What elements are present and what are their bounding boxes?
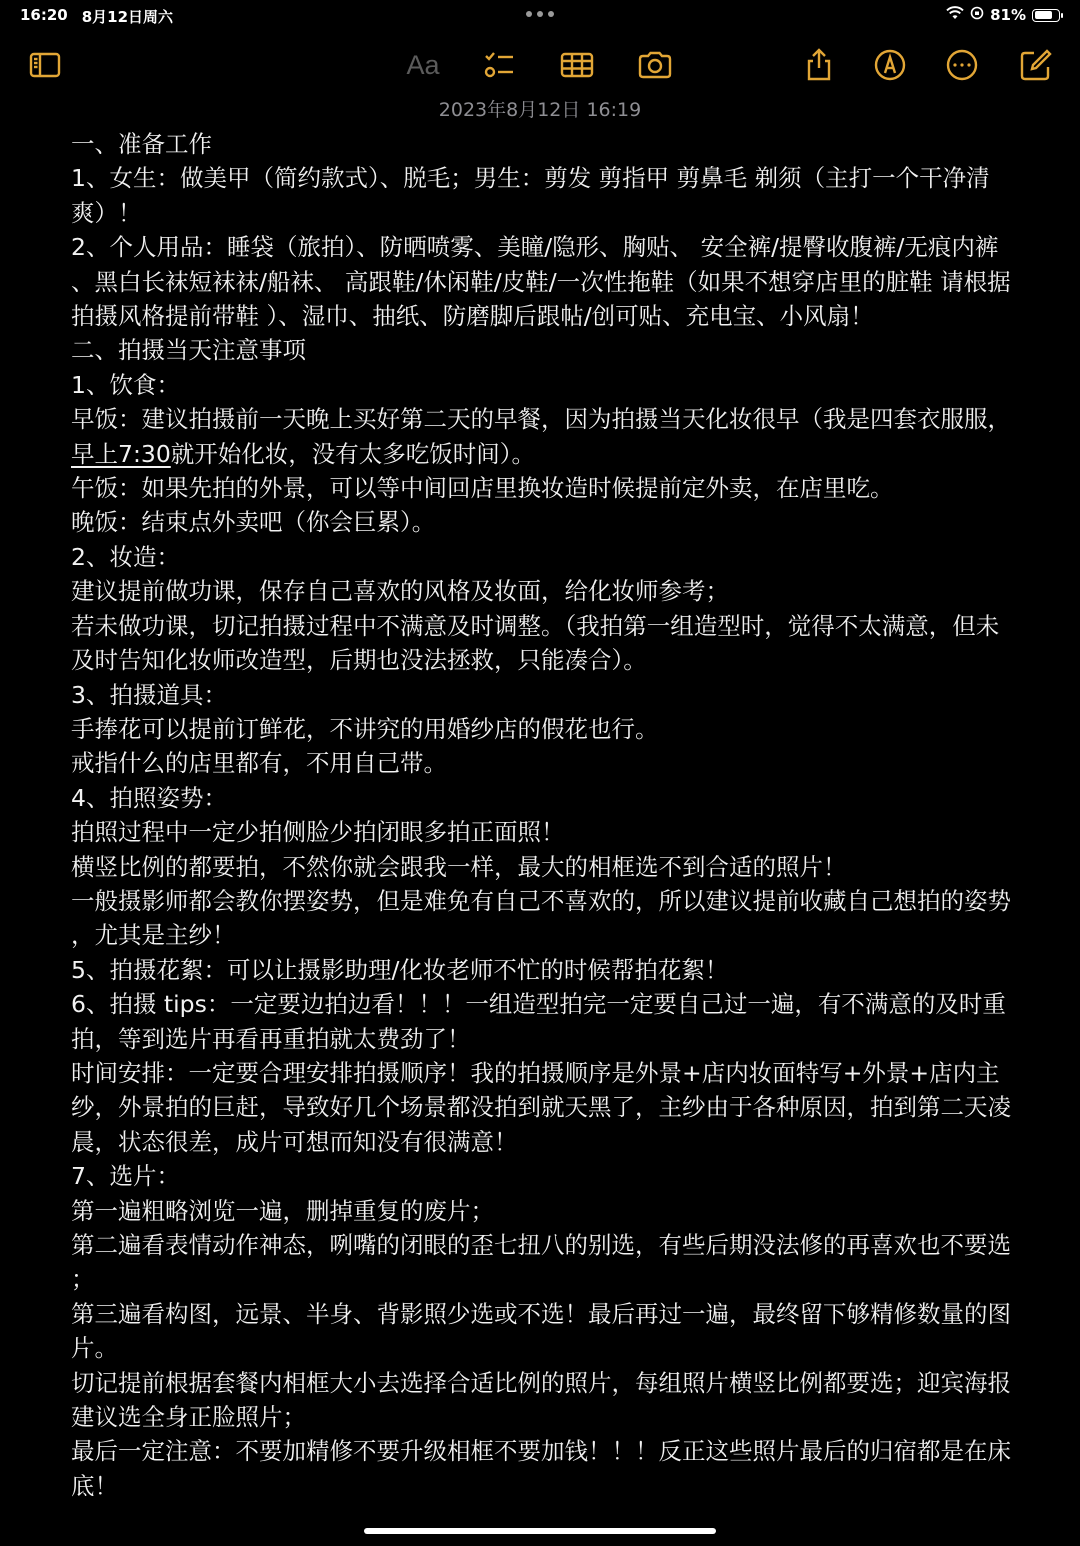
battery-percent: 81% bbox=[990, 6, 1026, 24]
note-line: 二、拍摄当天注意事项 bbox=[71, 336, 306, 365]
format-label: Aa bbox=[406, 49, 440, 80]
home-indicator[interactable] bbox=[364, 1528, 716, 1534]
note-line: 晚饭：结束点外卖吧（你会巨累）。 bbox=[71, 508, 436, 537]
note-line: 7、选片： bbox=[71, 1162, 180, 1191]
note-line: 第三遍看构图，远景、半身、背影照少选或不选！最后再过一遍，最终留下够精修数量的图片。 bbox=[71, 1299, 1011, 1363]
note-line: 2、个人用品：睡袋（旅拍）、防晒喷雾、美瞳/隐形、胸贴、 安全裤/提臀收腹裤/无痕内裤、黑白长袜短袜袜/船袜、 高跟鞋/休闲鞋/皮鞋/一次性拖鞋（如果不想穿店里的脏鞋 请根据拍摄风格提前带鞋 ）、湿巾、抽纸、防磨脚后跟帖/创可贴、充电宝、小风扇！ bbox=[71, 233, 1011, 331]
format-button[interactable] bbox=[402, 44, 444, 86]
checklist-icon[interactable] bbox=[478, 44, 520, 86]
markup-icon[interactable] bbox=[869, 44, 911, 86]
status-date: 8月12日周六 bbox=[81, 8, 174, 26]
note-body[interactable] bbox=[71, 127, 1011, 1503]
wifi-icon bbox=[946, 6, 964, 24]
battery-icon bbox=[1032, 9, 1060, 22]
note-line bbox=[71, 402, 1011, 471]
note-line: 拍照过程中一定少拍侧脸少拍闭眼多拍正面照！ bbox=[71, 818, 565, 847]
share-icon[interactable] bbox=[798, 44, 840, 86]
note-line: 切记提前根据套餐内相框大小去选择合适比例的照片，每组照片横竖比例都要选；迎宾海报建议选全身正脸照片； bbox=[71, 1368, 1011, 1432]
multitasking-dots-icon[interactable] bbox=[526, 6, 554, 17]
note-line: 1、饮食： bbox=[71, 370, 180, 399]
note-line: 第一遍粗略浏览一遍，删掉重复的废片； bbox=[71, 1196, 494, 1225]
note-line: 5、拍摄花絮：可以让摄影助理/化妆老师不忙的时候帮拍花絮！ bbox=[71, 955, 729, 984]
compose-icon[interactable] bbox=[1015, 44, 1057, 86]
note-line: 手捧花可以提前订鲜花，不讲究的用婚纱店的假花也行。 bbox=[71, 714, 659, 743]
note-line: 午饭：如果先拍的外景，可以等中间回店里换妆造时候提前定外卖，在店里吃。 bbox=[71, 474, 894, 503]
more-icon[interactable] bbox=[941, 44, 983, 86]
note-line: 戒指什么的店里都有，不用自己带。 bbox=[71, 749, 447, 778]
battery-fill bbox=[1035, 11, 1053, 19]
note-line: 若未做功课，切记拍摄过程中不满意及时调整。（我拍第一组造型时，觉得不太满意，但未及时告知化妆师改造型，后期也没法拯救，只能凑合）。 bbox=[71, 611, 1000, 675]
sidebar-icon[interactable] bbox=[24, 44, 66, 86]
note-line: 3、拍摄道具： bbox=[71, 680, 227, 709]
note-date: 2023年8月12日 16:19 bbox=[438, 99, 642, 121]
note-line: 第二遍看表情动作神态，咧嘴的闭眼的歪七扭八的别选，有些后期没法修的再喜欢也不要选； bbox=[71, 1231, 1011, 1294]
note-line: 一般摄影师都会教你摆姿势，但是难免有自己不喜欢的，所以建议提前收藏自己想拍的姿势，尤其是主纱！ bbox=[71, 886, 1011, 950]
status-bar bbox=[0, 0, 1080, 32]
note-line: 横竖比例的都要拍，不然你就会跟我一样，最大的相框选不到合适的照片！ bbox=[71, 852, 847, 881]
orientation-lock-icon bbox=[970, 6, 984, 24]
time-link[interactable]: 早上7:30 bbox=[71, 439, 171, 468]
camera-icon[interactable] bbox=[634, 44, 676, 86]
note-line: 最后一定注意：不要加精修不要升级相框不要加钱！！！反正这些照片最后的归宿都是在床底！ bbox=[71, 1437, 1011, 1500]
notes-toolbar bbox=[0, 44, 1080, 86]
note-text: 早饭：建议拍摄前一天晚上买好第二天的早餐，因为拍摄当天化妆很早（我是四套衣服服， bbox=[71, 405, 1011, 434]
note-line: 1、女生：做美甲（简约款式）、脱毛；男生：剪发 剪指甲 剪鼻毛 剃须（主打一个干净清爽）！ bbox=[71, 164, 990, 227]
note-line: 一、准备工作 bbox=[71, 130, 212, 158]
note-line: 建议提前做功课，保存自己喜欢的风格及妆面，给化妆师参考； bbox=[71, 577, 729, 606]
note-line: 时间安排：一定要合理安排拍摄顺序！我的拍摄顺序是外景+店内妆面特写+外景+店内主纱，外景拍的巨赶，导致好几个场景都没拍到就天黑了，主纱由于各种原因，拍到第二天凌晨，状态很差，成片可想而知没有很满意！ bbox=[71, 1058, 1011, 1156]
note-line: 2、妆造： bbox=[71, 542, 180, 571]
note-line: 6、拍摄 tips：一定要边拍边看！！！一组造型拍完一定要自己过一遍，有不满意的及时重拍，等到选片再看再重拍就太费劲了！ bbox=[71, 990, 1006, 1053]
status-time: 16:20 bbox=[20, 6, 68, 24]
note-line: 4、拍照姿势： bbox=[71, 783, 227, 812]
note-text: 就开始化妆，没有太多吃饭时间）。 bbox=[170, 439, 536, 468]
table-icon[interactable] bbox=[556, 44, 598, 86]
